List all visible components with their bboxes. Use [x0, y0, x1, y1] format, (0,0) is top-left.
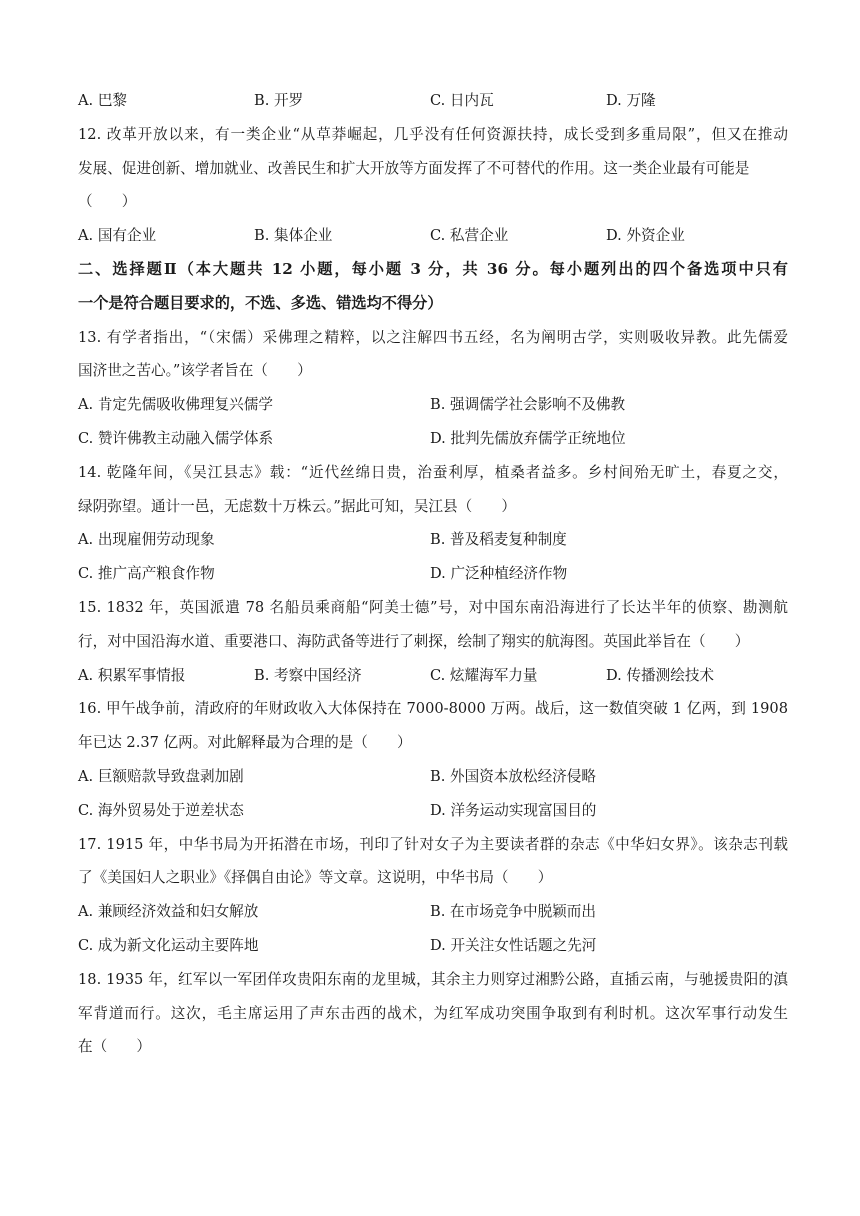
q17-stem [78, 828, 788, 896]
q17-option-c[interactable]: C. 成为新文化运动主要阵地 [78, 936, 259, 954]
q16-option-d[interactable]: D. 洋务运动实现富国目的 [430, 801, 597, 819]
q13-options-row [78, 422, 788, 456]
q16-stem-line: 年已达 2.37 亿两。对此解释最为合理的是（ ） [78, 734, 412, 752]
section-2-heading [78, 253, 788, 321]
q13-option-d[interactable]: D. 批判先儒放弃儒学正统地位 [430, 429, 626, 447]
q11-option-a[interactable]: A. 巴黎 [78, 92, 128, 109]
q16-stem [78, 692, 788, 760]
q17-options-row [78, 895, 788, 929]
q14-option-b[interactable]: B. 普及稻麦复种制度 [430, 531, 567, 549]
exam-page [78, 84, 788, 1064]
q18-stem-line: 18. 1935 年，红军以一军团佯攻贵阳东南的龙里城，其余主力则穿过湘黔公路，直插云南，与驰援贵阳的滇 [78, 970, 788, 988]
section-heading-line: 二、选择题Ⅱ（本大题共 12 小题，每小题 3 分，共 36 分。每小题列出的四个备选项中只有 [78, 259, 788, 278]
q18-stem-line: 在（ ） [78, 1038, 151, 1056]
q16-option-a[interactable]: A. 巨额赔款导致盘剥加剧 [78, 767, 244, 785]
q12-option-a[interactable]: A. 国有企业 [78, 227, 157, 245]
q16-options-row [78, 794, 788, 828]
q12-stem-line: 12. 改革开放以来，有一类企业“从草莽崛起，几乎没有任何资源扶持，成长受到多重局限”，但又在推动 [78, 125, 788, 143]
q12-option-d[interactable]: D. 外资企业 [606, 227, 685, 245]
q16-options-row [78, 760, 788, 794]
section-heading-line: 一个是符合题目要求的，不选、多选、错选均不得分） [78, 293, 443, 312]
q15-option-d[interactable]: D. 传播测绘技术 [606, 666, 715, 684]
q14-stem-line: 14. 乾隆年间，《吴江县志》载：“近代丝绵日贵，治蚕利厚，植桑者益多。乡村间殆无旷土，春夏之交， [78, 463, 788, 481]
q15-option-b[interactable]: B. 考察中国经济 [254, 666, 362, 684]
q14-options-row [78, 557, 788, 591]
q18-stem-line: 军背道而行。这次，毛主席运用了声东击西的战术，为红军成功突围争取到有利时机。这次军事行动发生 [78, 1004, 788, 1022]
q15-option-a[interactable]: A. 积累军事情报 [78, 666, 186, 684]
q11-option-b[interactable]: B. 开罗 [254, 92, 304, 109]
q13-option-c[interactable]: C. 赞许佛教主动融入儒学体系 [78, 429, 274, 447]
q15-stem-line: 行，对中国沿海水道、重要港口、海防武备等进行了刺探，绘制了翔实的航海图。英国此举旨在（ ） [78, 632, 750, 650]
q14-options-row [78, 523, 788, 557]
q15-option-c[interactable]: C. 炫耀海军力量 [430, 666, 538, 684]
q11-option-c[interactable]: C. 日内瓦 [430, 92, 494, 109]
q16-option-b[interactable]: B. 外国资本放松经济侵略 [430, 767, 596, 785]
q14-stem [78, 456, 788, 524]
q12-stem-line: 发展、促进创新、增加就业、改善民生和扩大开放等方面发挥了不可替代的作用。这一类企业最有可能是 [78, 159, 750, 177]
q17-option-d[interactable]: D. 开关注女性话题之先河 [430, 936, 597, 954]
q17-stem-line: 了《美国妇人之职业》《择偶自由论》等文章。这说明，中华书局（ ） [78, 869, 553, 887]
q13-option-a[interactable]: A. 肯定先儒吸收佛理复兴儒学 [78, 396, 273, 414]
q14-option-d[interactable]: D. 广泛种植经济作物 [430, 565, 568, 583]
q12-stem [78, 118, 788, 219]
q17-option-a[interactable]: A. 兼顾经济效益和妇女解放 [78, 903, 259, 921]
q11-options [78, 84, 788, 118]
q17-option-b[interactable]: B. 在市场竞争中脱颖而出 [430, 903, 596, 921]
q12-options [78, 219, 788, 253]
q12-option-b[interactable]: B. 集体企业 [254, 227, 333, 245]
q16-option-c[interactable]: C. 海外贸易处于逆差状态 [78, 801, 244, 819]
q13-option-b[interactable]: B. 强调儒学社会影响不及佛教 [430, 396, 626, 414]
q15-options [78, 659, 788, 693]
q15-stem-line: 15. 1832 年，英国派遣 78 名船员乘商船“阿美士德”号，对中国东南沿海进行了长达半年的侦察、勘测航 [78, 598, 788, 616]
q14-option-c[interactable]: C. 推广高产粮食作物 [78, 565, 215, 583]
q13-stem [78, 321, 788, 389]
q17-options-row [78, 929, 788, 963]
q14-stem-line: 绿阴弥望。通计一邑，无虑数十万株云。”据此可知，吴江县（ ） [78, 497, 516, 515]
q13-options-row [78, 388, 788, 422]
q13-stem-line: 13. 有学者指出，“（宋儒）采佛理之精粹，以之注解四书五经，名为阐明古学，实则吸收异教。此先儒爱 [78, 328, 788, 346]
q15-stem [78, 591, 788, 659]
q11-option-d[interactable]: D. 万隆 [606, 92, 656, 109]
q12-stem-line: （ ） [78, 193, 137, 211]
q14-option-a[interactable]: A. 出现雇佣劳动现象 [78, 531, 215, 549]
q17-stem-line: 17. 1915 年，中华书局为开拓潜在市场，刊印了针对女子为主要读者群的杂志《中华妇女界》。该杂志刊载 [78, 835, 788, 853]
q13-stem-line: 国济世之苦心。”该学者旨在（ ） [78, 362, 312, 380]
q18-stem [78, 963, 788, 1064]
q16-stem-line: 16. 甲午战争前，清政府的年财政收入大体保持在 7000-8000 万两。战后，这一数值突破 1 亿两，到 1908 [78, 700, 788, 718]
q12-option-c[interactable]: C. 私营企业 [430, 227, 509, 245]
